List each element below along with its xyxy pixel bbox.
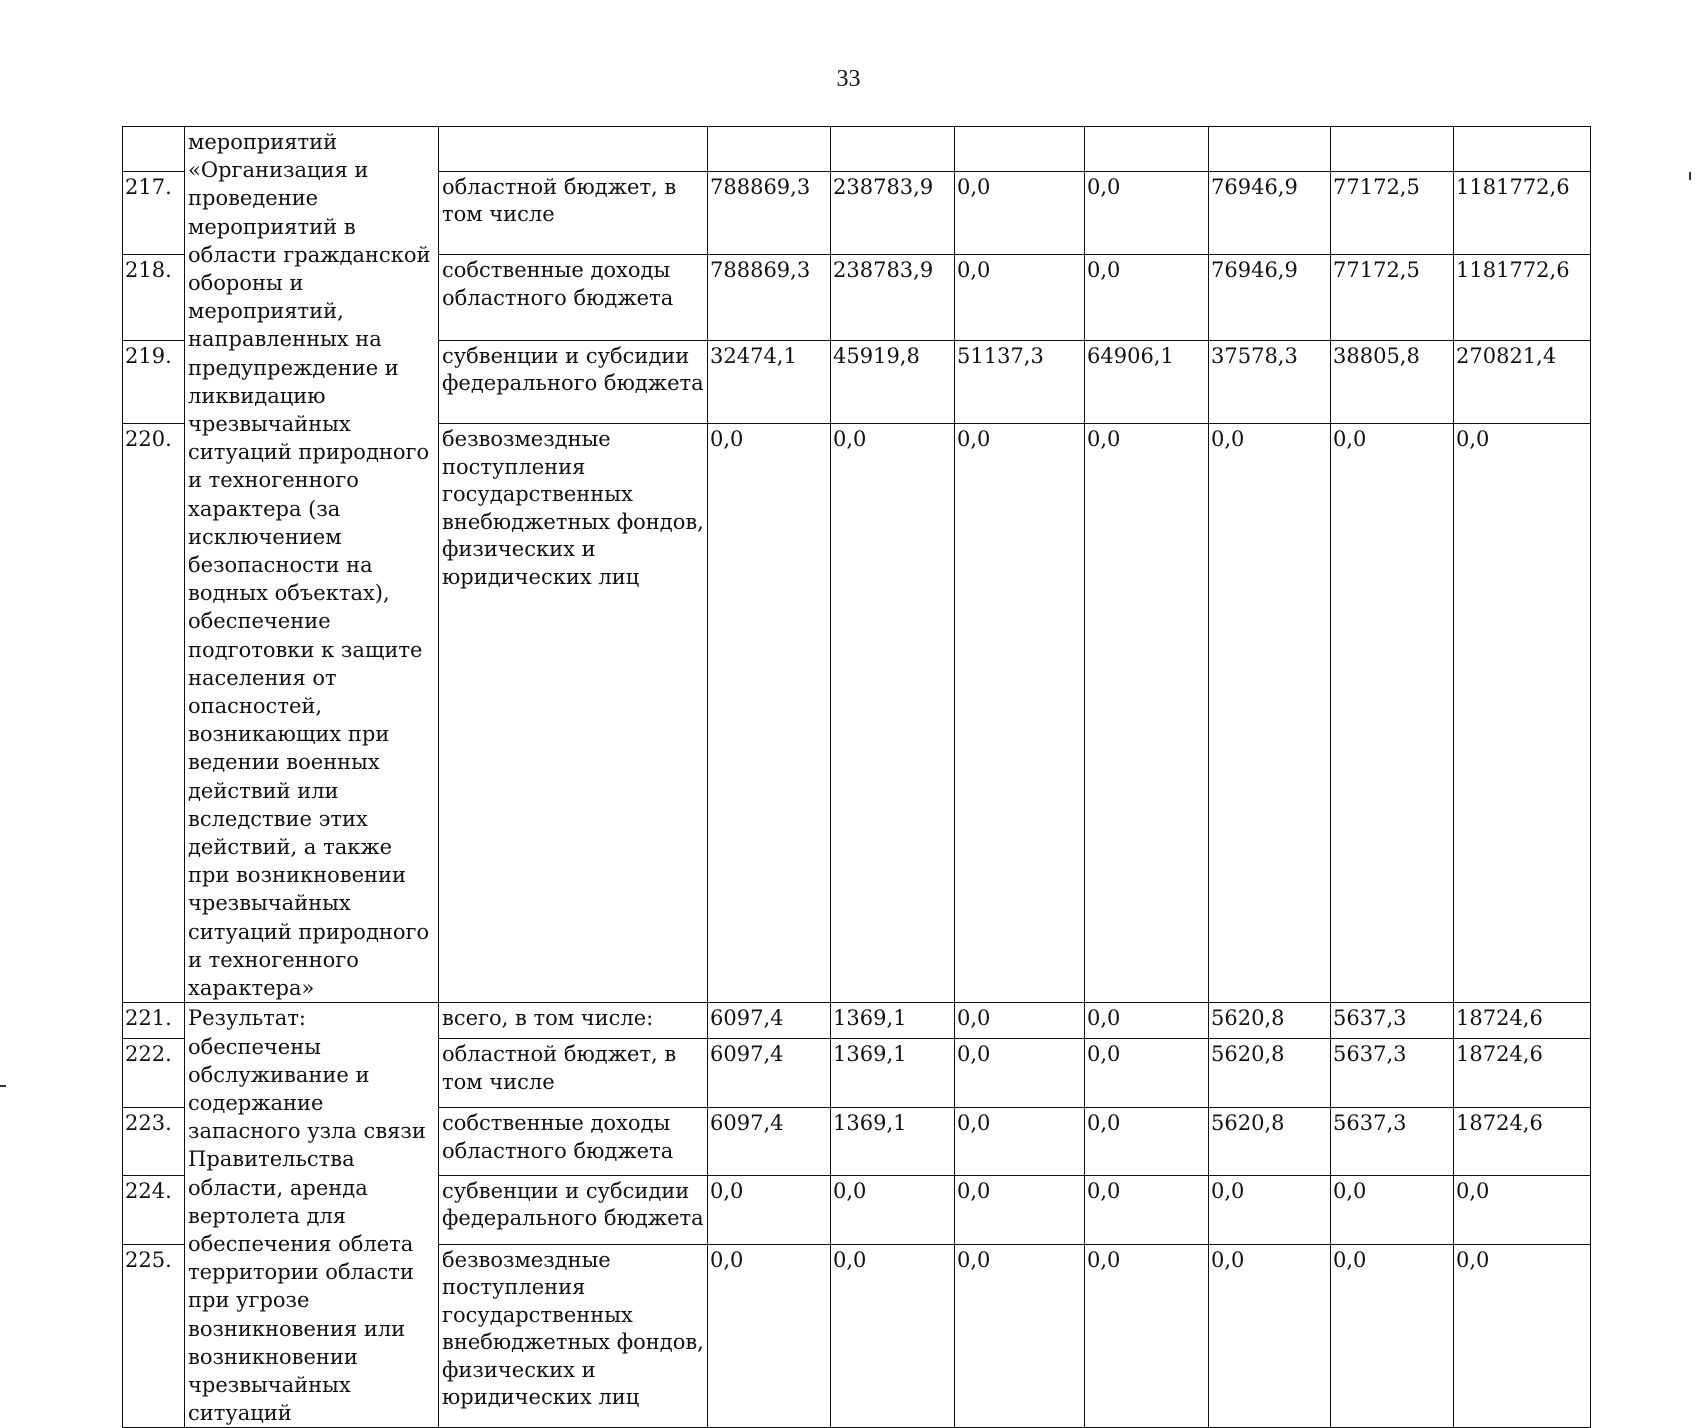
value-cell: 0,0 [955, 1039, 1085, 1108]
value-cell: 0,0 [831, 1244, 955, 1428]
value-cell: 0,0 [1085, 1039, 1209, 1108]
value-cell: 0,0 [1209, 1175, 1331, 1244]
value-cell: 5637,3 [1331, 1108, 1454, 1176]
row-number-cell: 224. [123, 1175, 185, 1244]
value-cell: 1181772,6 [1454, 171, 1591, 255]
source-cell: безвозмездные поступления государственных внебюджетных фондов, физических и юридических лиц [439, 424, 708, 1003]
value-cell: 0,0 [1085, 1175, 1209, 1244]
value-cell: 0,0 [1209, 424, 1331, 1003]
value-cell: 0,0 [955, 1175, 1085, 1244]
row-number-cell: 221. [123, 1003, 185, 1039]
value-cell: 6097,4 [708, 1003, 831, 1039]
value-cell [955, 127, 1085, 172]
scan-edge-mark-right [1689, 172, 1691, 180]
value-cell: 0,0 [1331, 1244, 1454, 1428]
scan-edge-mark-left [0, 1085, 6, 1087]
value-cell: 18724,6 [1454, 1003, 1591, 1039]
value-cell [708, 127, 831, 172]
value-cell: 0,0 [708, 1244, 831, 1428]
value-cell: 5637,3 [1331, 1003, 1454, 1039]
value-cell: 788869,3 [708, 171, 831, 255]
row-number-cell: 220. [123, 424, 185, 1003]
value-cell: 5620,8 [1209, 1039, 1331, 1108]
source-cell [439, 127, 708, 172]
row-number-cell: 223. [123, 1108, 185, 1176]
budget-table-container [122, 126, 1591, 1428]
value-cell: 0,0 [1085, 171, 1209, 255]
value-cell: 6097,4 [708, 1108, 831, 1176]
value-cell: 6097,4 [708, 1039, 831, 1108]
page-number: 33 [836, 66, 861, 92]
value-cell: 0,0 [1085, 255, 1209, 340]
measure-description-cell: мероприятий «Организация и проведение мероприятий в области гражданской обороны и мероприятий, направленных на предупреждение и ликвидацию чрезвычайных ситуаций природного и техногенного характера (за исключением безопасности на водных объектах), обеспечение подготовки к защите населения от опасностей, возникающих при ведении военных действий или вследствие этих действий, а также при возникновении чрезвычайных ситуаций природного и техногенного характера» [185, 127, 439, 1003]
row-number-cell: 217. [123, 171, 185, 255]
value-cell: 0,0 [1454, 1244, 1591, 1428]
table-row-continuation [123, 127, 1591, 172]
value-cell: 32474,1 [708, 340, 831, 424]
value-cell: 0,0 [1331, 424, 1454, 1003]
value-cell: 0,0 [708, 1175, 831, 1244]
value-cell: 76946,9 [1209, 255, 1331, 340]
value-cell: 1369,1 [831, 1108, 955, 1176]
value-cell: 77172,5 [1331, 171, 1454, 255]
source-cell: всего, в том числе: [439, 1003, 708, 1039]
value-cell [1331, 127, 1454, 172]
value-cell: 0,0 [1085, 1003, 1209, 1039]
value-cell: 45919,8 [831, 340, 955, 424]
value-cell [1085, 127, 1209, 172]
value-cell: 64906,1 [1085, 340, 1209, 424]
source-cell: субвенции и субсидии федерального бюджета [439, 1175, 708, 1244]
value-cell [831, 127, 955, 172]
value-cell: 0,0 [831, 424, 955, 1003]
value-cell: 238783,9 [831, 171, 955, 255]
value-cell: 5637,3 [1331, 1039, 1454, 1108]
value-cell: 1369,1 [831, 1039, 955, 1108]
value-cell: 0,0 [955, 1108, 1085, 1176]
value-cell: 0,0 [955, 255, 1085, 340]
source-cell: собственные доходы областного бюджета [439, 1108, 708, 1176]
source-cell: собственные доходы областного бюджета [439, 255, 708, 340]
row-number-cell [123, 127, 185, 172]
value-cell: 76946,9 [1209, 171, 1331, 255]
value-cell: 1181772,6 [1454, 255, 1591, 340]
value-cell: 0,0 [831, 1175, 955, 1244]
value-cell: 77172,5 [1331, 255, 1454, 340]
value-cell: 51137,3 [955, 340, 1085, 424]
budget-table [122, 126, 1591, 1428]
value-cell: 0,0 [955, 424, 1085, 1003]
value-cell: 0,0 [708, 424, 831, 1003]
row-number-cell: 222. [123, 1039, 185, 1108]
value-cell: 0,0 [1085, 1244, 1209, 1428]
value-cell: 0,0 [955, 171, 1085, 255]
value-cell: 0,0 [955, 1003, 1085, 1039]
value-cell: 0,0 [1454, 424, 1591, 1003]
result-description-cell: Результат: обеспечены обслуживание и содержание запасного узла связи Правительства области, аренда вертолета для обеспечения облета территории области при угрозе возникновения или возникновении чрезвычайных ситуаций [185, 1003, 439, 1428]
value-cell: 38805,8 [1331, 340, 1454, 424]
row-number-cell: 225. [123, 1244, 185, 1428]
value-cell: 18724,6 [1454, 1108, 1591, 1176]
value-cell: 18724,6 [1454, 1039, 1591, 1108]
value-cell: 0,0 [1085, 424, 1209, 1003]
value-cell: 238783,9 [831, 255, 955, 340]
value-cell: 5620,8 [1209, 1108, 1331, 1176]
source-cell: субвенции и субсидии федерального бюджета [439, 340, 708, 424]
value-cell [1209, 127, 1331, 172]
value-cell: 0,0 [1209, 1244, 1331, 1428]
value-cell: 5620,8 [1209, 1003, 1331, 1039]
source-cell: областной бюджет, в том числе [439, 1039, 708, 1108]
value-cell: 0,0 [955, 1244, 1085, 1428]
value-cell: 270821,4 [1454, 340, 1591, 424]
value-cell: 0,0 [1454, 1175, 1591, 1244]
table-row [123, 1003, 1591, 1039]
value-cell: 0,0 [1085, 1108, 1209, 1176]
row-number-cell: 218. [123, 255, 185, 340]
value-cell: 788869,3 [708, 255, 831, 340]
value-cell: 37578,3 [1209, 340, 1331, 424]
row-number-cell: 219. [123, 340, 185, 424]
value-cell: 1369,1 [831, 1003, 955, 1039]
value-cell: 0,0 [1331, 1175, 1454, 1244]
value-cell [1454, 127, 1591, 172]
source-cell: областной бюджет, в том числе [439, 171, 708, 255]
source-cell: безвозмездные поступления государственных внебюджетных фондов, физических и юридических лиц [439, 1244, 708, 1428]
